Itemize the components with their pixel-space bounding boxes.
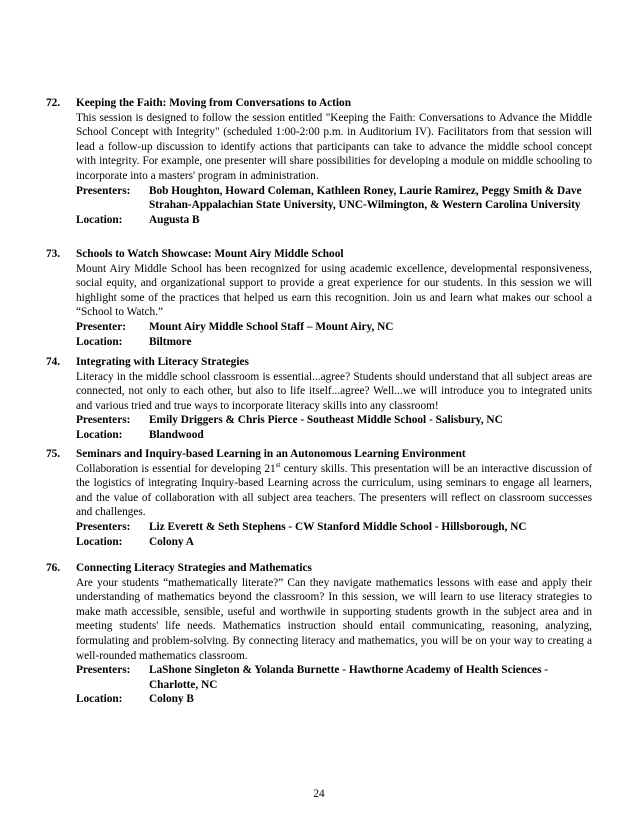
presenters-value: Mount Airy Middle School Staff – Mount Airy, NC xyxy=(149,320,394,333)
presenters-value: Bob Houghton, Howard Coleman, Kathleen Roney, Laurie Ramirez, Peggy Smith & Dave Strahan-Appalachian State University, UNC-Wilmington, & Western Carolina University xyxy=(149,184,582,212)
location-value: Colony B xyxy=(149,693,194,706)
session-number: 72. xyxy=(46,97,61,109)
location-label: Location: xyxy=(76,213,123,226)
session-number: 75. xyxy=(46,448,61,460)
presenters-row xyxy=(76,184,592,213)
location-row xyxy=(76,535,592,550)
location-value: Colony A xyxy=(149,535,194,548)
presenters-label: Presenters: xyxy=(76,520,131,533)
session-number: 73. xyxy=(46,248,61,260)
session-74 xyxy=(46,355,592,443)
session-description xyxy=(76,462,592,520)
presenters-value: LaShone Singleton & Yolanda Burnette - Hawthorne Academy of Health Sciences - Charlotte, NC xyxy=(149,664,549,691)
session-description: Are your students “mathematically literate?” Can they navigate mathematics lessons with ease and apply their understanding of mathematics beyond the classroom? In this session, we will learn to use literacy strategies to make math accessible, sensible, useful and worthwile in supporting students growth in the subject area and in meeting students' life needs. Mathematics instruction should entail communicating, reasoning, analyzing, formulating and problem-solving. By connecting literacy and mathematics, you will be on your way to creating a well-rounded mathematics classroom. xyxy=(76,576,592,662)
presenters-row xyxy=(76,320,592,335)
location-label: Location: xyxy=(76,428,123,441)
session-76 xyxy=(46,561,592,707)
location-row xyxy=(76,692,592,707)
session-title: Seminars and Inquiry-based Learning in an Autonomous Learning Environment xyxy=(76,448,466,460)
page-number: 24 xyxy=(313,788,325,800)
session-75 xyxy=(46,447,592,549)
presenters-row xyxy=(76,663,592,692)
presenters-label: Presenters: xyxy=(76,414,131,427)
session-title: Keeping the Faith: Moving from Conversations to Action xyxy=(76,97,351,109)
session-title: Schools to Watch Showcase: Mount Airy Middle School xyxy=(76,248,344,260)
location-value: Augusta B xyxy=(149,213,200,226)
session-73 xyxy=(46,247,592,349)
session-description: Mount Airy Middle School has been recognized for using academic excellence, developmental responsiveness, social equity, and organizational support to provide a great experience for our students. In this session we will highlight some of the practices that helped us earn this recognition. Join us and learn what makes our school a “School to Watch.” xyxy=(76,262,592,319)
session-number: 74. xyxy=(46,356,61,368)
session-description: Literacy in the middle school classroom is essential...agree? Students should understand that all subject areas are connected, not only to each other, but also to life itself...agree? Well...we will introduce you to integrated units and various tried and true ways to incorporate literacy skills into any classroom! xyxy=(76,370,592,412)
location-row xyxy=(76,428,592,443)
location-label: Location: xyxy=(76,535,123,548)
presenters-row xyxy=(76,520,592,535)
presenters-row xyxy=(76,413,592,428)
description-text: Collaboration is essential for developing 21 xyxy=(76,462,276,475)
presenters-value: Emily Driggers & Chris Pierce - Southeast Middle School - Salisbury, NC xyxy=(149,414,503,427)
location-value: Biltmore xyxy=(149,335,192,348)
presenters-label: Presenter: xyxy=(76,320,126,333)
location-row xyxy=(76,335,592,350)
session-title: Integrating with Literacy Strategies xyxy=(76,356,249,368)
presenters-label: Presenters: xyxy=(76,184,131,197)
session-72 xyxy=(46,96,592,227)
presenters-label: Presenters: xyxy=(76,664,131,677)
location-label: Location: xyxy=(76,693,123,706)
session-title: Connecting Literacy Strategies and Mathematics xyxy=(76,562,312,574)
ordinal-superscript: st xyxy=(275,460,281,469)
description-text: century skills. This presentation will be an interactive discussion of the logistics of integrating Inquiry-based Learning across the curriculum, using seminars to engage all learners, and the value of collaboration with all subject area teachers. The presenters will reflect on classroom successes and challenges. xyxy=(76,462,592,519)
location-row xyxy=(76,213,592,228)
session-number: 76. xyxy=(46,562,61,574)
session-description: This session is designed to follow the session entitled "Keeping the Faith: Conversations to Advance the Middle School Concept with Integrity" (scheduled 1:00-2:00 p.m. in Auditorium IV). Facilitators from that session will lead a follow-up discussion to identify actions that participants can take to advance the middle school concept with integrity. For example, one presenter will share possibilities for developing a module on middle schooling to incorporate into a masters' program in administration. xyxy=(76,111,592,182)
location-label: Location: xyxy=(76,335,123,348)
location-value: Blandwood xyxy=(149,428,204,441)
presenters-value: Liz Everett & Seth Stephens - CW Stanford Middle School - Hillsborough, NC xyxy=(149,520,527,533)
